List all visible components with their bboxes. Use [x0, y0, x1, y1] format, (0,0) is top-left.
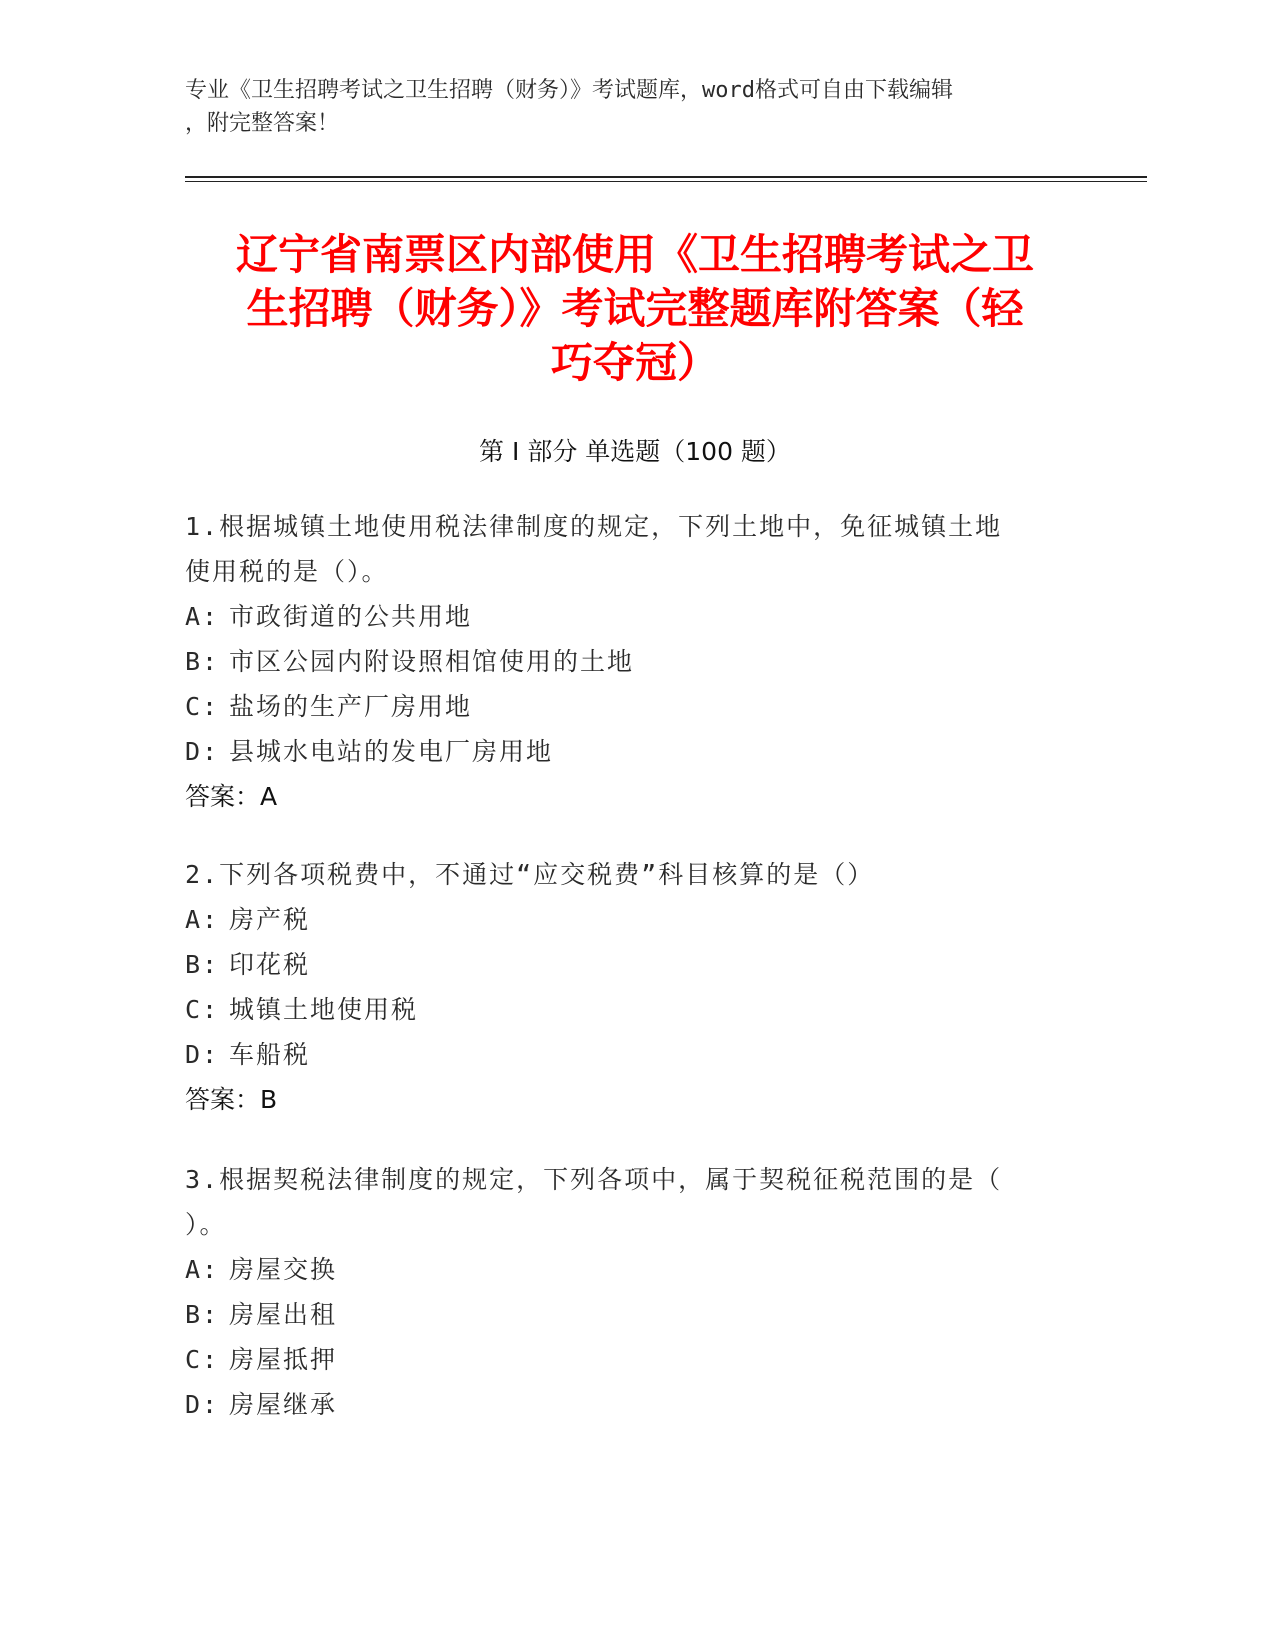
- question-2-option-c: [185, 987, 1065, 1032]
- question-1-option-b: [185, 639, 1065, 684]
- option-text: 市区公园内附设照相馆使用的土地: [229, 647, 635, 676]
- question-3-option-d: [185, 1382, 1065, 1427]
- header-rule-thin: [185, 181, 1147, 182]
- option-label: A:: [185, 602, 220, 631]
- option-label: C:: [185, 995, 220, 1024]
- section-title: 第 I 部分 单选题（100 题）: [479, 437, 791, 466]
- question-2-option-d: [185, 1032, 1065, 1077]
- header-note: [185, 74, 1065, 140]
- question-1-answer: 答案：A: [185, 782, 278, 811]
- option-text: 房产税: [229, 905, 311, 934]
- question-3-line-2: ）。: [185, 1210, 227, 1239]
- question-3: [185, 1157, 1065, 1427]
- question-1: [185, 504, 1065, 819]
- question-1-option-d: [185, 729, 1065, 774]
- question-3-line-1: 3.根据契税法律制度的规定，下列各项中，属于契税征税范围的是（: [185, 1165, 1003, 1194]
- option-label: A:: [185, 905, 220, 934]
- option-label: D:: [185, 737, 220, 766]
- option-label: B:: [185, 950, 220, 979]
- question-2-option-a: [185, 897, 1065, 942]
- question-2-answer: 答案：B: [185, 1085, 278, 1114]
- document-title: [190, 228, 1080, 390]
- option-text: 盐场的生产厂房用地: [229, 692, 473, 721]
- document-title-line-1: 辽宁省南票区内部使用《卫生招聘考试之卫: [235, 230, 1034, 279]
- option-label: A:: [185, 1255, 220, 1284]
- option-text: 房屋继承: [229, 1390, 338, 1419]
- document-title-line-3: 巧夺冠）: [550, 338, 719, 387]
- question-1-line-2: 使用税的是（）。: [185, 557, 389, 586]
- question-2: [185, 852, 1065, 1122]
- header-rule-thick: [185, 176, 1147, 178]
- header-note-line-2: ，附完整答案！: [185, 111, 340, 136]
- option-text: 房屋出租: [229, 1300, 338, 1329]
- question-3-option-c: [185, 1337, 1065, 1382]
- option-label: C:: [185, 692, 220, 721]
- option-text: 房屋交换: [229, 1255, 338, 1284]
- document-title-line-2: 生招聘（财务）》考试完整题库附答案（轻: [246, 284, 1024, 333]
- question-1-option-c: [185, 684, 1065, 729]
- option-text: 印花税: [229, 950, 311, 979]
- question-1-option-a: [185, 594, 1065, 639]
- option-text: 房屋抵押: [229, 1345, 338, 1374]
- option-text: 城镇土地使用税: [229, 995, 419, 1024]
- option-label: D:: [185, 1040, 220, 1069]
- option-text: 车船税: [229, 1040, 311, 1069]
- question-1-line-1: 1.根据城镇土地使用税法律制度的规定，下列土地中，免征城镇土地: [185, 512, 1003, 541]
- question-3-option-a: [185, 1247, 1065, 1292]
- option-label: B:: [185, 647, 220, 676]
- question-2-option-b: [185, 942, 1065, 987]
- option-text: 市政街道的公共用地: [229, 602, 473, 631]
- option-label: C:: [185, 1345, 220, 1374]
- question-3-option-b: [185, 1292, 1065, 1337]
- option-label: B:: [185, 1300, 220, 1329]
- question-2-line-1: 2.下列各项税费中，不通过“应交税费”科目核算的是（）: [185, 860, 875, 889]
- option-text: 县城水电站的发电厂房用地: [229, 737, 554, 766]
- option-label: D:: [185, 1390, 220, 1419]
- header-note-line-1: 专业《卫生招聘考试之卫生招聘（财务）》考试题库，word格式可自由下载编辑: [185, 78, 953, 103]
